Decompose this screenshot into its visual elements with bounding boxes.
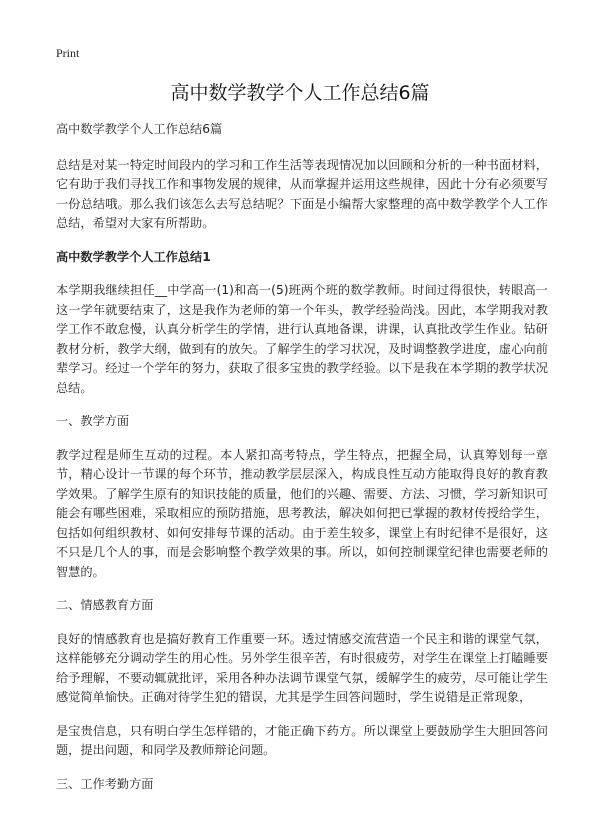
document-subtitle: 高中数学教学个人工作总结6篇 [56,122,223,136]
page-title: 高中数学教学个人工作总结6篇 [170,82,430,104]
section-paragraph: 本学期我继续担任__中学高一(1)和高一(5)班两个班的数学教师。时间过得很快，转眼高一这一学年就要结束了，这是我作为老师的第一个年头，教学经验尚浅。因此，本学期我对教学工作不敢怠慢，认真分析学生的学情，进行认真地备课，讲课，认真批改学生作业。钻研教材分析，教学大纲，做到有的放矢。了解学生的学习状况，及时调整教学进度，虚心向前辈学习。经过一个学年的努力，获取了很多宝贵的教学经验。以下是我在本学期的教学状况总结。 [56,283,548,395]
document-body [56,120,548,808]
part-heading-attendance: 三、工作考勤方面 [56,776,154,791]
emotion-paragraph-1: 良好的情感教育也是搞好教育工作重要一环。透过情感交流营造一个民主和谐的课堂气氛，这样能够充分调动学生的用心性。另外学生很辛苦，有时很疲劳，对学生在课堂上打瞌睡要给予理解，不要动辄就批评，采用各种办法调节课堂气氛，缓解学生的疲劳，尽可能让学生感觉简单愉快。正确对待学生犯的错误，尤其是学生回答问题时，学生说错是正常现象， [56,631,548,704]
emotion-paragraph-2: 是宝贵信息，只有明白学生怎样错的，才能正确下药方。所以课堂上要鼓励学生大胆回答问题，提出问题，和同学及教师辩论问题。 [56,723,548,757]
part-heading-emotion: 二、情感教育方面 [56,598,154,612]
intro-paragraph: 总结是对某一特定时间段内的学习和工作生活等表现情况加以回顾和分析的一种书面材料，它有助于我们寻找工作和事物发展的规律，从而掌握并运用这些规律，因此十分有必须要写一份总结哦。那么我们该怎么去写总结呢？下面是小编帮大家整理的高中数学教学个人工作总结，希望对大家有所帮助。 [56,157,548,230]
section-heading: 高中数学教学个人工作总结1 [56,249,211,264]
part-heading-teaching: 一、教学方面 [56,414,130,428]
teaching-paragraph: 教学过程是师生互动的过程。本人紧扣高考特点，学生特点，把握全局，认真筹划每一章节，精心设计一节课的每个环节，推动教学层层深入，构成良性互动方能取得良好的教育教学效果。了解学生原有的知识技能的质量，他们的兴趣、需要、方法、习惯，学习新知识可能会有哪些困难，采取相应的预防措施，思考教法，解决如何把已掌握的教材传授给学生，包括如何组织教材、如何安排每节课的活动。由于差生较多，课堂上有时纪律不是很好，这不只是几个人的事，而是会影响整个教学效果的事。所以，如何控制课堂纪律也需要老师的智慧的。 [56,447,548,579]
print-link[interactable]: Print [56,46,80,60]
